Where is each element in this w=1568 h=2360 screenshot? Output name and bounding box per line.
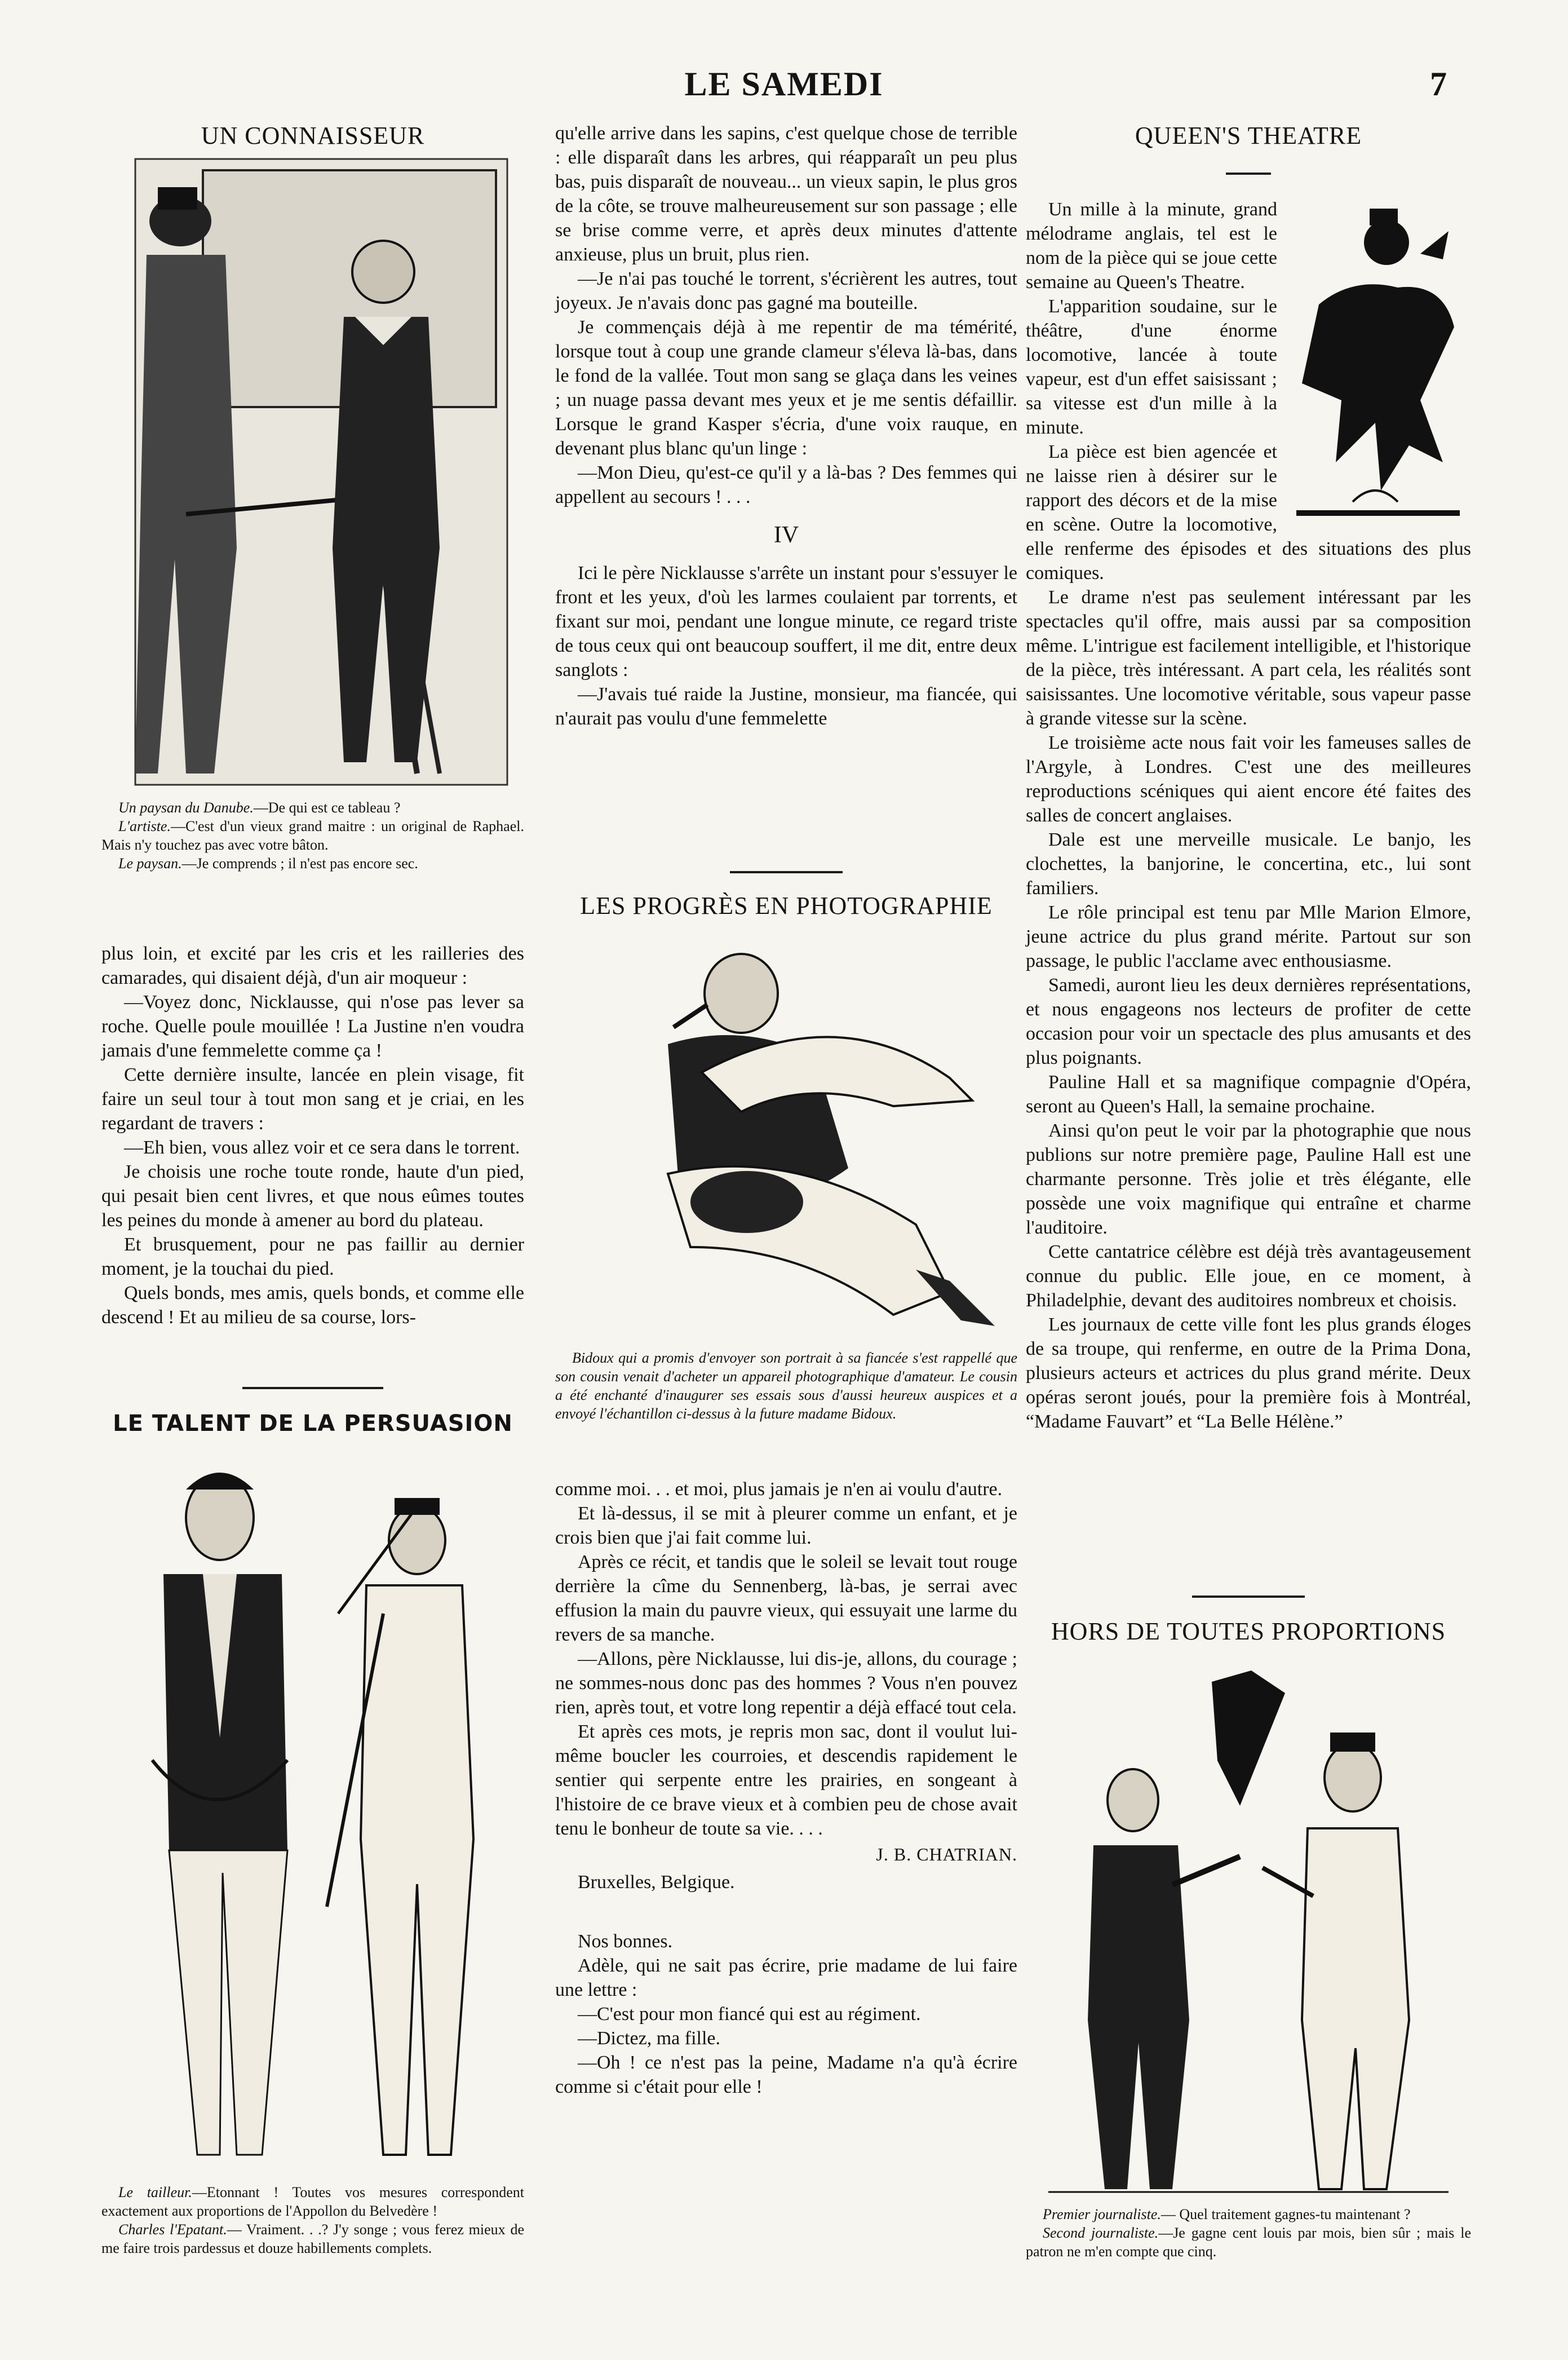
section-title-proportions: HORS DE TOUTES PROPORTIONS (1051, 1617, 1446, 1645)
section-connaisseur (101, 121, 524, 873)
paragraph: —Eh bien, vous allez voir et ce sera dans le torrent. (124, 1137, 520, 1158)
section-title-persuasion: LE TALENT DE LA PERSUASION (113, 1411, 513, 1437)
illustration-proportions (1026, 1659, 1471, 2200)
divider (242, 1387, 383, 1389)
caption-line: — Quel traitement gagnes-tu maintenant ? (1161, 2206, 1411, 2222)
paragraph: Samedi, auront lieu les deux dernières représentations, et nous engageons nos lecteurs de profiter de cette occasion pour voir un spectacle des plus amusants et des plus poignants. (1026, 975, 1471, 1068)
caption-speaker: Un paysan du Danube. (118, 799, 254, 816)
paragraph: comme moi. . . et moi, plus jamais je n'en ai voulu d'autre. (555, 1479, 1003, 1500)
chapter-number: IV (773, 522, 799, 548)
caption-photographie (555, 1349, 1017, 1423)
section-proportions (1026, 1596, 1471, 2261)
illustration-photographie (555, 931, 1017, 1337)
paragraph: Nos bonnes. (578, 1931, 673, 1952)
page-number: 7 (1430, 65, 1447, 103)
caption-speaker: Le paysan. (118, 855, 182, 872)
paragraph: Et brusquement, pour ne pas faillir au dernier moment, je la touchai du pied. (101, 1234, 524, 1279)
caption-line: Bidoux qui a promis d'envoyer son portrait à sa fiancée s'est rappellé que son cousin venait d'acheter un appareil photographique d'amateur. Le cousin a été enchanté d'inaugurer ses essais sous d'aussi heureux auspices et a envoyé l'échantillon ci-dessus à la future madame Bidoux. (555, 1350, 1017, 1422)
place-line: Bruxelles, Belgique. (578, 1872, 735, 1893)
paragraph: L'apparition soudaine, sur le théâtre, d'une énorme locomotive, lancée à toute vapeur, est d'un effet saisissant ; sa vitesse est d'un mille à la minute. (1026, 296, 1277, 438)
caption-speaker: Premier journaliste. (1043, 2206, 1161, 2222)
paragraph: Ainsi qu'on peut le voir par la photographie que nous publions sur notre première page, Pauline Hall est une charmante personne. Très jolie et très élégante, elle possède une voix magnifique qui entraîne et charme l'auditoire. (1026, 1120, 1471, 1238)
paragraph: Le troisième acte nous fait voir les fameuses salles de l'Argyle, à Londres. C'est une des meilleures reproductions scéniques qui aient encore été faites des salles de concert anglaises. (1026, 732, 1471, 826)
section-title-photographie: LES PROGRÈS EN PHOTOGRAPHIE (580, 892, 993, 920)
divider (1226, 173, 1271, 175)
section-photographie (555, 871, 1017, 1423)
section-queens-theatre (1026, 121, 1471, 1434)
paragraph: —Allons, père Nicklausse, lui dis-je, allons, du courage ; ne sommes-nous donc pas des hommes ? Vous n'en pouvez rien, après tout, et votre long repentir a déjà effacé tout cela. (555, 1649, 1017, 1718)
paragraph: Après ce récit, et tandis que le soleil se levait tout rouge derrière la cîme du Sennenberg, là-bas, je serrai avec effusion la main du pauvre vieux, qui essuyait une larme du revers de sa manche. (555, 1552, 1017, 1645)
paragraph: —J'avais tué raide la Justine, monsieur, ma fiancée, qui n'aurait pas voulu d'une femmelette (555, 684, 1017, 729)
paragraph: Quels bonds, mes amis, quels bonds, et comme elle descend ! Et au milieu de sa course, lors- (101, 1283, 524, 1328)
paragraph: Les journaux de cette ville font les plus grands éloges de sa troupe, qui renferme, en outre de la Prima Dona, plusieurs acteurs et actrices du plus grand mérite. Deux opéras seront joués, pour la première fois à Montréal, “Madame Fauvart” et “La Belle Hélène.” (1026, 1314, 1471, 1432)
paragraph: Le rôle principal est tenu par Mlle Marion Elmore, jeune actrice du plus grand mérite. Partout sur son passage, le public l'acclame avec enthousiasme. (1026, 902, 1471, 971)
paragraph: —Mon Dieu, qu'est-ce qu'il y a là-bas ? Des femmes qui appellent au secours ! . . . (555, 462, 1017, 507)
section-title-queens-theatre: QUEEN'S THEATRE (1135, 122, 1362, 149)
paragraph: Et après ces mots, je repris mon sac, dont il voulut lui-même boucler les courroies, et descendis rapidement le sentier qui serpente entre les prairies, en songeant à l'histoire de ce brave vieux et à combien peu de chose avait tenu le bonheur de toute sa vie. . . . (555, 1721, 1017, 1839)
paragraph: Ici le père Nicklausse s'arrête un instant pour s'essuyer le front et les yeux, d'où les larmes coulaient par torrents, et fixant sur moi, pendant une longue minute, ce regard triste de tous ceux qui ont beaucoup souffert, il me dit, entre deux sanglots : (555, 563, 1017, 680)
paragraph: La pièce est bien agencée et ne laisse rien à désirer sur le rapport des décors et de la mise en scène. Outre la locomotive, elle renferme des épisodes et des situations des plus comiques. (1026, 441, 1471, 584)
caption-proportions (1026, 2205, 1471, 2261)
caption-speaker: Charles l'Epatant. (118, 2221, 227, 2238)
illustration-locomotive-rider (1285, 197, 1471, 524)
paragraph: —Oh ! ce n'est pas la peine, Madame n'a qu'à écrire comme si c'était pour elle ! (555, 2052, 1017, 2097)
caption-persuasion (101, 2183, 524, 2257)
caption-connaisseur (101, 798, 524, 873)
section-title-connaisseur: UN CONNAISSEUR (201, 122, 425, 149)
story-continuation-col2 (555, 121, 1017, 731)
caption-line: —De qui est ce tableau ? (253, 799, 401, 816)
caption-line: —Je gagne cent louis par mois, bien sûr ; mais le patron ne m'en compte que cinq. (1026, 2225, 1471, 2260)
story-ending (555, 1477, 1017, 2099)
paragraph: Cette cantatrice célèbre est déjà très avantageusement connue du public. Elle joue, en ce moment, à Philadelphie, devant des auditoires nombreux et choisis. (1026, 1241, 1471, 1311)
illustration-persuasion (101, 1444, 524, 2177)
story-continuation-col1 (101, 942, 524, 1329)
paragraph: Et là-dessus, il se mit à pleurer comme un enfant, et je crois bien que j'ai fait comme lui. (555, 1503, 1017, 1548)
illustration-connaisseur (101, 153, 524, 796)
caption-line: —Etonnant ! Toutes vos mesures correspondent exactement aux proportions de l'Appollon du Belvedère ! (101, 2184, 524, 2219)
paragraph: —C'est pour mon fiancé qui est au régiment. (578, 2004, 921, 2025)
divider (730, 871, 843, 873)
paragraph: qu'elle arrive dans les sapins, c'est quelque chose de terrible : elle disparaît dans les arbres, qui réapparaît un peu plus bas, puis disparaît de nouveau... un vieux sapin, le plus gros de la côte, se trouve malheureusement sur son passage ; elle se brise comme verre, et après deux minutes d'attente anxieuse, plus un bruit, plus rien. (555, 123, 1017, 265)
section-persuasion (101, 1387, 524, 2257)
paragraph: Adèle, qui ne sait pas écrire, prie madame de lui faire une lettre : (555, 1955, 1017, 2000)
paragraph: —Voyez donc, Nicklausse, qui n'ose pas lever sa roche. Quelle poule mouillée ! La Justine n'en voudra jamais d'une femmelette comme ça ! (101, 992, 524, 1061)
paragraph: plus loin, et excité par les cris et les railleries des camarades, qui disaient déjà, d'un air moqueur : (101, 943, 524, 988)
author-signature: J. B. CHATRIAN. (876, 1844, 1017, 1864)
caption-speaker: Second journaliste. (1043, 2225, 1159, 2241)
paragraph: —Je n'ai pas touché le torrent, s'écrièrent les autres, tout joyeux. Je n'avais donc pas gagné ma bouteille. (555, 268, 1017, 313)
caption-speaker: L'artiste. (118, 818, 171, 834)
paragraph: Je choisis une roche toute ronde, haute d'un pied, qui pesait bien cent livres, et que nous eûmes toutes les peines du monde à amener au bord du plateau. (101, 1161, 524, 1231)
divider (1192, 1596, 1305, 1598)
paragraph: Le drame n'est pas seulement intéressant par les spectacles qu'il offre, mais aussi par sa composition même. L'intrigue est facilement intelligible, et l'historique de la pièce, très intéressant. A part cela, les réalités sont saisissantes. Une locomotive véritable, sous vapeur passe à grande vitesse sur la scène. (1026, 587, 1471, 729)
paragraph: Cette dernière insulte, lancée en plein visage, fit faire un seul tour à tout mon sang et je criai, en les regardant de travers : (101, 1064, 524, 1134)
caption-line: —C'est d'un vieux grand maitre : un original de Raphael. Mais n'y touchez pas avec votre bâton. (101, 818, 524, 853)
paragraph: Je commençais déjà à me repentir de ma témérité, lorsque tout à coup une grande clameur s'éleva là-bas, dans le fond de la vallée. Tout mon sang se glaça dans les veines ; un nuage passa devant mes yeux et je me sentis défaillir. Lorsque le grand Kasper s'écria, d'une voix rauque, en devenant plus blanc qu'un linge : (555, 317, 1017, 459)
paragraph: —Dictez, ma fille. (578, 2028, 721, 2049)
newspaper-title: LE SAMEDI (684, 65, 884, 103)
caption-speaker: Le tailleur. (118, 2184, 192, 2200)
caption-line: — Vraiment. . .? J'y songe ; vous ferez mieux de me faire trois pardessus et douze habillements complets. (101, 2221, 524, 2256)
paragraph: Dale est une merveille musicale. Le banjo, les clochettes, la banjorine, le concertina, etc., lui sont familiers. (1026, 829, 1471, 899)
caption-line: —Je comprends ; il n'est pas encore sec. (181, 855, 418, 872)
paragraph: Pauline Hall et sa magnifique compagnie d'Opéra, seront au Queen's Hall, la semaine prochaine. (1026, 1072, 1471, 1117)
paragraph: Un mille à la minute, grand mélodrame anglais, tel est le nom de la pièce qui se joue cette semaine au Queen's Theatre. (1026, 199, 1277, 293)
